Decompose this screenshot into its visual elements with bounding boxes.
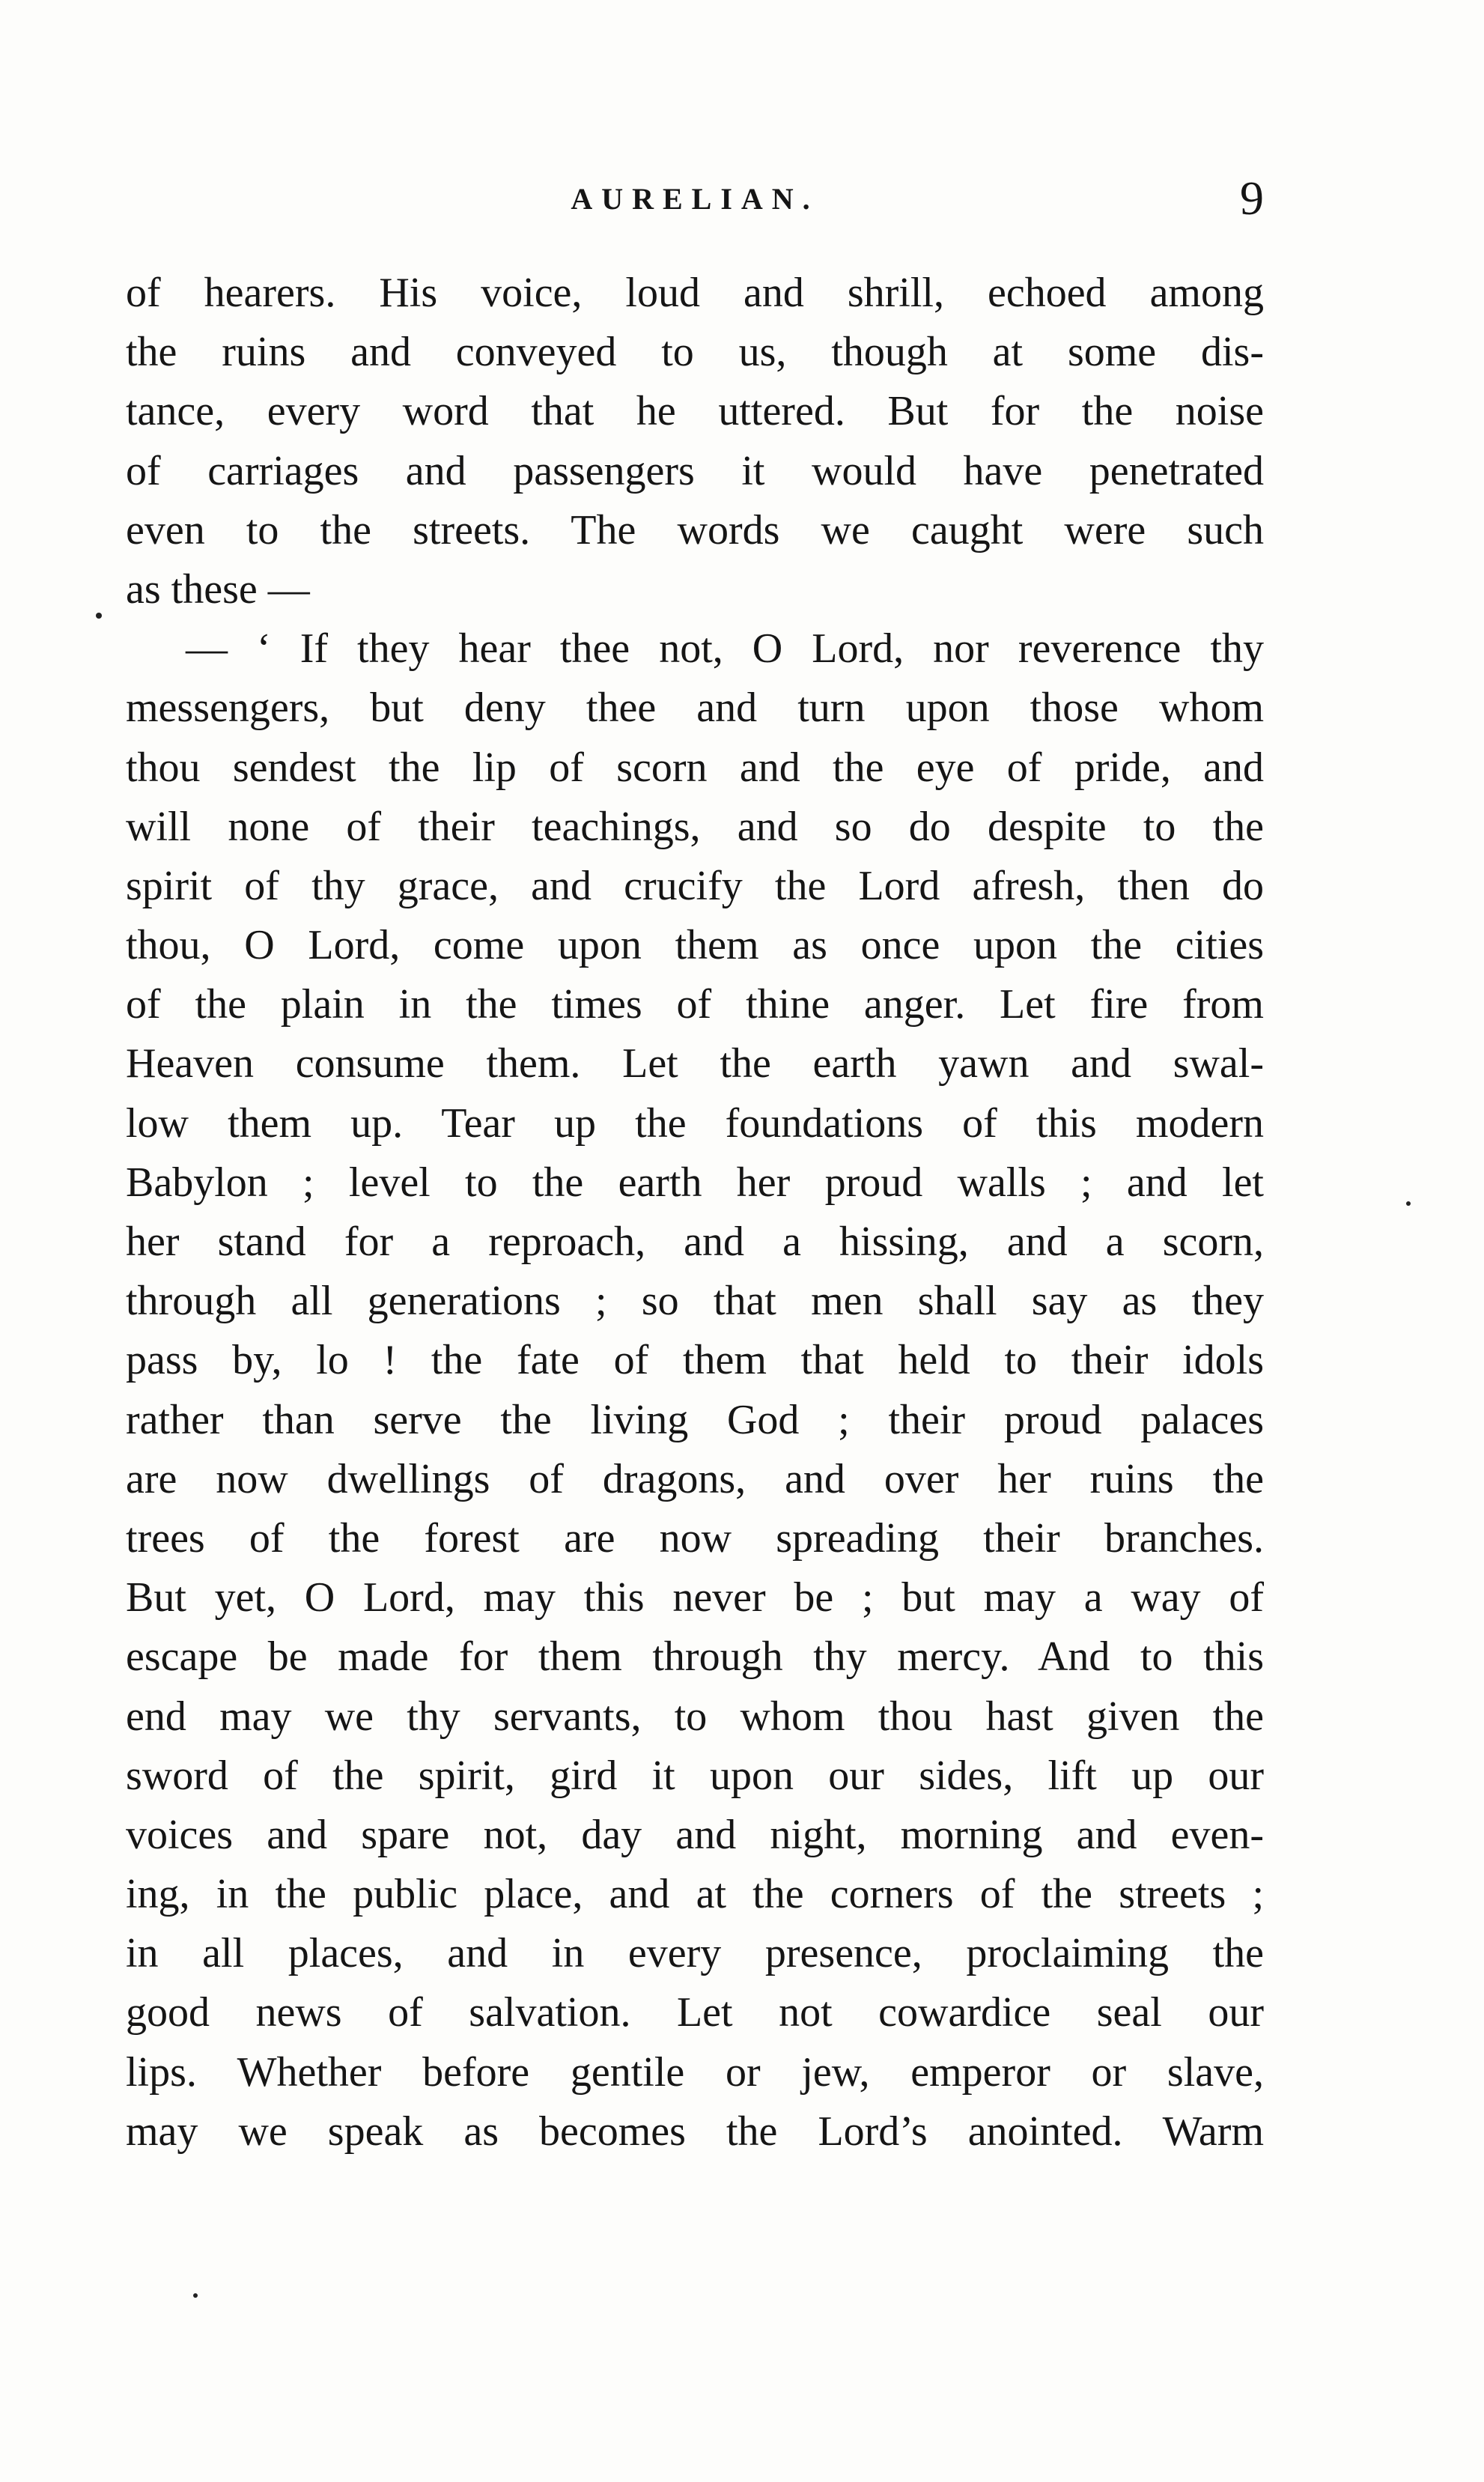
text-line: of carriages and passengers it would have penetrated <box>126 447 1264 494</box>
text-line: Heaven consume them. Let the earth yawn and swal- <box>126 1040 1264 1087</box>
text-line: pass by, lo ! the fate of them that held to their idols <box>126 1337 1264 1384</box>
text-line: thou sendest the lip of scorn and the eye of pride, and <box>126 744 1264 791</box>
text-line: rather than serve the living God ; their proud palaces <box>126 1396 1264 1443</box>
text-line: good news of salvation. Let not cowardice seal our <box>126 1989 1264 2036</box>
text-line: tance, every word that he uttered. But for the noise <box>126 388 1264 435</box>
text-line: through all generations ; so that men shall say as they <box>126 1278 1264 1325</box>
text-line: — ‘ If they hear thee not, O Lord, nor reverence thy <box>186 625 1264 673</box>
text-line: in all places, and in every presence, proclaiming the <box>126 1930 1264 1977</box>
text-line: lips. Whether before gentile or jew, emperor or slave, <box>126 2048 1264 2096</box>
text-line: low them up. Tear up the foundations of this modern <box>126 1099 1264 1147</box>
text-line: as these — <box>126 565 310 613</box>
text-line: end may we thy servants, to whom thou hast given the <box>126 1693 1264 1740</box>
text-line: even to the streets. The words we caught were such <box>126 506 1264 553</box>
text-line: her stand for a reproach, and a hissing, and a scorn, <box>126 1219 1264 1265</box>
ink-speck <box>193 2293 198 2298</box>
text-line: voices and spare not, day and night, morning and even- <box>126 1811 1264 1858</box>
page-number: 9 <box>1240 172 1264 225</box>
text-line: Babylon ; level to the earth her proud walls ; and let <box>126 1159 1264 1206</box>
body-text <box>126 264 1264 2161</box>
text-line: But yet, O Lord, may this never be ; but may a way of <box>126 1574 1264 1621</box>
text-line: of hearers. His voice, loud and shrill, echoed among <box>126 270 1264 316</box>
ink-speck <box>96 613 102 619</box>
text-line: thou, O Lord, come upon them as once upon the cities <box>126 922 1264 969</box>
text-line: will none of their teachings, and so do despite to the <box>126 803 1264 850</box>
text-line: are now dwellings of dragons, and over her ruins the <box>126 1455 1264 1502</box>
text-line: sword of the spirit, gird it upon our sides, lift up our <box>126 1752 1264 1799</box>
text-line: ing, in the public place, and at the corners of the streets ; <box>126 1871 1264 1918</box>
running-title: AURELIAN. <box>571 182 819 216</box>
text-line: the ruins and conveyed to us, though at some dis- <box>126 329 1264 376</box>
text-line: of the plain in the times of thine anger. Let fire from <box>126 981 1264 1028</box>
text-line: messengers, but deny thee and turn upon those whom <box>126 685 1264 732</box>
text-line: spirit of thy grace, and crucify the Lord afresh, then do <box>126 862 1264 909</box>
ink-speck <box>1406 1201 1411 1206</box>
running-head <box>126 174 1264 234</box>
text-line: trees of the forest are now spreading their branches. <box>126 1514 1264 1562</box>
text-line: escape be made for them through thy mercy. And to this <box>126 1633 1264 1681</box>
text-line: may we speak as becomes the Lord’s anointed. Warm <box>126 2108 1264 2155</box>
